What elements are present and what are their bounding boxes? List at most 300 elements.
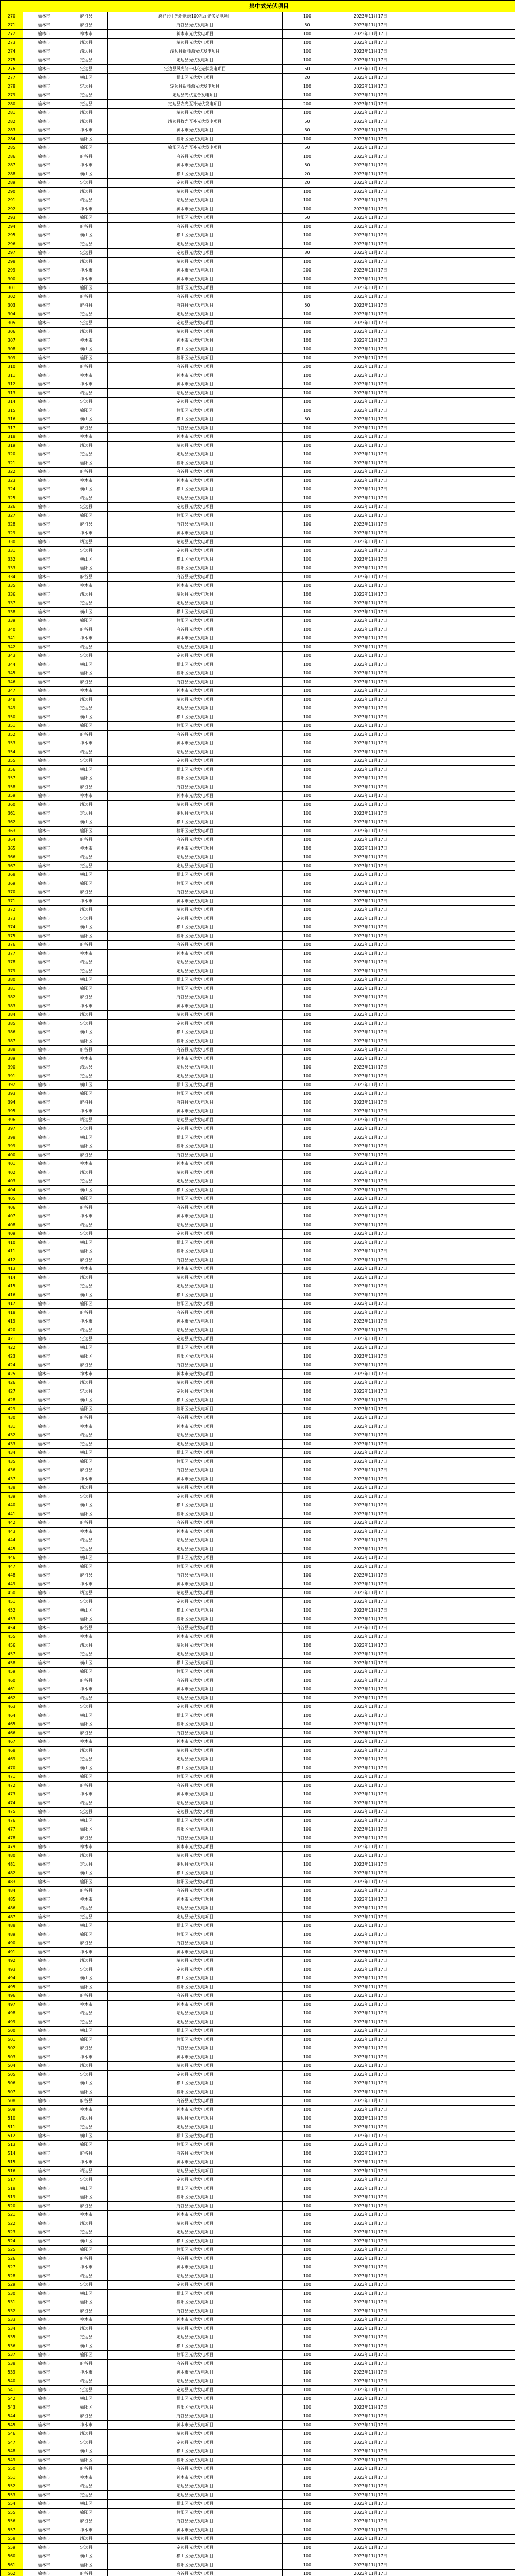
row-note-b (445, 1344, 479, 1352)
row-index: 326 (1, 503, 23, 512)
row-city: 榆林市 (23, 1002, 65, 1011)
row-city: 榆林市 (23, 170, 65, 179)
row-note-c (479, 1738, 515, 1747)
row-date: 2023年11月17日 (332, 1528, 409, 1536)
row-note-c (479, 39, 515, 47)
row-project-name: 神木市光伏发电项目 (108, 433, 283, 442)
row-note-a (409, 985, 445, 993)
row-county: 靖边县 (65, 1536, 108, 1545)
table-row (1, 2517, 515, 2526)
row-note-b (445, 293, 479, 301)
row-note-a (409, 1484, 445, 1493)
row-note-a (409, 117, 445, 126)
row-date: 2023年11月17日 (332, 2001, 409, 2009)
row-capacity: 100 (283, 617, 332, 625)
row-city: 榆林市 (23, 266, 65, 275)
row-capacity: 100 (283, 485, 332, 494)
row-note-a (409, 1256, 445, 1265)
row-note-a (409, 188, 445, 196)
row-note-a (409, 30, 445, 39)
row-note-a (409, 932, 445, 941)
row-capacity: 100 (283, 1090, 332, 1098)
row-note-c (479, 958, 515, 967)
row-city: 榆林市 (23, 801, 65, 809)
row-note-a (409, 2027, 445, 2036)
row-county: 府谷县 (65, 783, 108, 792)
row-note-c (479, 1563, 515, 1571)
row-date: 2023年11月17日 (332, 1344, 409, 1352)
table-row (1, 722, 515, 731)
row-note-b (445, 2158, 479, 2167)
row-index: 278 (1, 82, 23, 91)
row-date: 2023年11月17日 (332, 950, 409, 958)
table-row (1, 1957, 515, 1965)
row-note-c (479, 450, 515, 459)
row-index: 412 (1, 1256, 23, 1265)
row-capacity: 100 (283, 1063, 332, 1072)
row-capacity: 100 (283, 1186, 332, 1195)
row-date: 2023年11月17日 (332, 1755, 409, 1764)
row-index: 299 (1, 266, 23, 275)
row-note-b (445, 2298, 479, 2307)
row-city: 榆林市 (23, 1747, 65, 1755)
row-note-c (479, 1055, 515, 1063)
row-capacity: 100 (283, 2202, 332, 2211)
row-note-c (479, 1720, 515, 1729)
row-county: 横山区 (65, 1501, 108, 1510)
table-row (1, 1063, 515, 1072)
row-index: 453 (1, 1615, 23, 1624)
row-index: 310 (1, 363, 23, 371)
row-county: 榆阳区 (65, 1405, 108, 1414)
row-city: 榆林市 (23, 1501, 65, 1510)
row-index: 440 (1, 1501, 23, 1510)
row-capacity: 100 (283, 897, 332, 906)
row-date: 2023年11月17日 (332, 2491, 409, 2500)
row-note-c (479, 109, 515, 117)
row-city: 榆林市 (23, 328, 65, 336)
row-date: 2023年11月17日 (332, 109, 409, 117)
row-city: 榆林市 (23, 1379, 65, 1387)
row-note-a (409, 380, 445, 389)
row-note-a (409, 599, 445, 608)
table-row (1, 1352, 515, 1361)
row-capacity: 100 (283, 520, 332, 529)
row-project-name: 横山区光伏发电项目 (108, 2447, 283, 2456)
row-county: 府谷县 (65, 2517, 108, 2526)
row-project-name: 横山区光伏发电项目 (108, 608, 283, 617)
row-city: 榆林市 (23, 932, 65, 941)
row-note-b (445, 39, 479, 47)
row-date: 2023年11月17日 (332, 1405, 409, 1414)
row-capacity: 100 (283, 2456, 332, 2465)
row-capacity: 100 (283, 827, 332, 836)
table-row (1, 573, 515, 582)
row-date: 2023年11月17日 (332, 1799, 409, 1808)
row-note-a (409, 2202, 445, 2211)
row-index: 407 (1, 1212, 23, 1221)
row-project-name: 府谷县光伏发电项目 (108, 1309, 283, 1317)
row-capacity: 100 (283, 1230, 332, 1239)
row-county: 定边县 (65, 1125, 108, 1133)
row-date: 2023年11月17日 (332, 696, 409, 704)
row-note-a (409, 2386, 445, 2395)
row-note-c (479, 2071, 515, 2079)
row-note-c (479, 2465, 515, 2473)
row-capacity: 100 (283, 293, 332, 301)
row-note-b (445, 844, 479, 853)
row-note-b (445, 1957, 479, 1965)
row-city: 榆林市 (23, 1081, 65, 1090)
row-index: 423 (1, 1352, 23, 1361)
row-project-name: 神木市光伏发电项目 (108, 844, 283, 853)
row-date: 2023年11月17日 (332, 179, 409, 188)
table-row (1, 1326, 515, 1335)
row-county: 靖边县 (65, 1431, 108, 1440)
row-city: 榆林市 (23, 582, 65, 590)
row-project-name: 横山区光伏发电项目 (108, 1133, 283, 1142)
row-index: 274 (1, 47, 23, 56)
row-capacity: 100 (283, 1125, 332, 1133)
row-index: 452 (1, 1606, 23, 1615)
row-index: 384 (1, 1011, 23, 1020)
row-date: 2023年11月17日 (332, 1711, 409, 1720)
row-county: 榆阳区 (65, 214, 108, 223)
row-project-name: 榆阳区光伏发电项目 (108, 459, 283, 468)
row-city: 榆林市 (23, 258, 65, 266)
row-note-a (409, 713, 445, 722)
row-note-a (409, 1011, 445, 1020)
row-index: 486 (1, 1904, 23, 1913)
row-note-b (445, 354, 479, 363)
row-project-name: 横山区光伏发电项目 (108, 2342, 283, 2351)
row-county: 神木市 (65, 2001, 108, 2009)
row-project-name: 府谷县光伏发电项目 (108, 1939, 283, 1948)
row-city: 榆林市 (23, 2368, 65, 2377)
row-date: 2023年11月17日 (332, 161, 409, 170)
table-row (1, 2377, 515, 2386)
row-county: 府谷县 (65, 1782, 108, 1790)
row-city: 榆林市 (23, 1142, 65, 1151)
row-note-c (479, 590, 515, 599)
row-note-a (409, 722, 445, 731)
row-city: 榆林市 (23, 1922, 65, 1930)
row-date: 2023年11月17日 (332, 2482, 409, 2491)
row-note-a (409, 1396, 445, 1405)
row-note-a (409, 1983, 445, 1992)
row-note-c (479, 301, 515, 310)
row-project-name: 神木市光伏发电项目 (108, 1685, 283, 1694)
row-date: 2023年11月17日 (332, 1274, 409, 1282)
table-row (1, 2263, 515, 2272)
row-date: 2023年11月17日 (332, 2473, 409, 2482)
row-index: 291 (1, 196, 23, 205)
row-capacity: 100 (283, 844, 332, 853)
row-date: 2023年11月17日 (332, 39, 409, 47)
row-note-a (409, 1895, 445, 1904)
row-note-c (479, 223, 515, 231)
row-note-a (409, 354, 445, 363)
row-city: 榆林市 (23, 2491, 65, 2500)
table-row (1, 660, 515, 669)
row-index: 443 (1, 1528, 23, 1536)
row-date: 2023年11月17日 (332, 836, 409, 844)
row-note-c (479, 1747, 515, 1755)
row-county: 府谷县 (65, 2044, 108, 2053)
row-index: 341 (1, 634, 23, 643)
row-date: 2023年11月17日 (332, 801, 409, 809)
table-row (1, 1037, 515, 1046)
row-project-name: 靖边县光伏发电项目 (108, 2114, 283, 2123)
row-capacity: 100 (283, 1274, 332, 1282)
row-city: 榆林市 (23, 1326, 65, 1335)
row-date: 2023年11月17日 (332, 433, 409, 442)
row-capacity: 100 (283, 958, 332, 967)
row-note-b (445, 1825, 479, 1834)
row-note-a (409, 512, 445, 520)
row-note-c (479, 1431, 515, 1440)
row-date: 2023年11月17日 (332, 406, 409, 415)
row-note-c (479, 967, 515, 976)
row-note-b (445, 1545, 479, 1554)
row-capacity: 100 (283, 2307, 332, 2316)
row-project-name: 靖边县光伏发电项目 (108, 1641, 283, 1650)
row-index: 280 (1, 100, 23, 109)
row-date: 2023年11月17日 (332, 1422, 409, 1431)
row-note-b (445, 1720, 479, 1729)
row-city: 榆林市 (23, 1782, 65, 1790)
row-city: 榆林市 (23, 1493, 65, 1501)
row-note-c (479, 1939, 515, 1948)
row-capacity: 50 (283, 144, 332, 152)
row-index: 386 (1, 1028, 23, 1037)
row-city: 榆林市 (23, 2473, 65, 2482)
row-note-c (479, 1930, 515, 1939)
row-note-c (479, 2386, 515, 2395)
row-county: 府谷县 (65, 1887, 108, 1895)
row-note-a (409, 967, 445, 976)
row-capacity: 100 (283, 2071, 332, 2079)
row-note-a (409, 547, 445, 555)
row-index: 479 (1, 1843, 23, 1852)
row-note-b (445, 1589, 479, 1598)
row-project-name: 榆阳区农光互补光伏发电项目 (108, 144, 283, 152)
row-note-c (479, 275, 515, 284)
row-project-name: 靖边县光伏发电项目 (108, 196, 283, 205)
row-county: 定边县 (65, 240, 108, 249)
row-project-name: 定边县光伏发电项目 (108, 652, 283, 660)
row-index: 490 (1, 1939, 23, 1948)
row-note-b (445, 678, 479, 687)
row-note-c (479, 2412, 515, 2421)
row-capacity: 100 (283, 836, 332, 844)
row-note-c (479, 1834, 515, 1843)
row-project-name: 神木市光伏发电项目 (108, 1055, 283, 1063)
row-date: 2023年11月17日 (332, 1834, 409, 1843)
row-note-c (479, 2351, 515, 2360)
row-project-name: 横山区光伏发电项目 (108, 1344, 283, 1352)
row-note-a (409, 669, 445, 678)
row-note-b (445, 783, 479, 792)
row-project-name: 府谷县光伏发电项目 (108, 2360, 283, 2368)
row-city: 榆林市 (23, 223, 65, 231)
row-note-c (479, 231, 515, 240)
row-note-b (445, 1168, 479, 1177)
row-capacity: 200 (283, 363, 332, 371)
row-city: 榆林市 (23, 1598, 65, 1606)
row-capacity: 100 (283, 1028, 332, 1037)
row-capacity: 100 (283, 1458, 332, 1466)
row-date: 2023年11月17日 (332, 2395, 409, 2403)
row-date: 2023年11月17日 (332, 21, 409, 30)
row-index: 370 (1, 888, 23, 897)
table-row (1, 1405, 515, 1414)
row-date: 2023年11月17日 (332, 1922, 409, 1930)
row-index: 312 (1, 380, 23, 389)
row-project-name: 定边县光伏发电项目 (108, 249, 283, 258)
row-county: 定边县 (65, 2228, 108, 2237)
row-county: 靖边县 (65, 1379, 108, 1387)
row-capacity: 100 (283, 2237, 332, 2246)
row-city: 榆林市 (23, 1554, 65, 1563)
row-note-b (445, 240, 479, 249)
row-capacity: 100 (283, 2088, 332, 2097)
row-city: 榆林市 (23, 2036, 65, 2044)
row-note-a (409, 126, 445, 135)
row-city: 榆林市 (23, 1317, 65, 1326)
row-city: 榆林市 (23, 2053, 65, 2062)
row-index: 468 (1, 1747, 23, 1755)
row-date: 2023年11月17日 (332, 660, 409, 669)
row-note-c (479, 625, 515, 634)
row-project-name: 定边县光伏发电项目 (108, 2544, 283, 2552)
row-index: 451 (1, 1598, 23, 1606)
row-index: 332 (1, 555, 23, 564)
row-county: 靖边县 (65, 2535, 108, 2544)
row-note-b (445, 1563, 479, 1571)
row-index: 492 (1, 1957, 23, 1965)
row-city: 榆林市 (23, 774, 65, 783)
row-date: 2023年11月17日 (332, 100, 409, 109)
row-note-a (409, 2473, 445, 2482)
row-city: 榆林市 (23, 2342, 65, 2351)
row-date: 2023年11月17日 (332, 1589, 409, 1598)
row-county: 横山区 (65, 1974, 108, 1983)
row-project-name: 定边县光伏发电项目 (108, 1125, 283, 1133)
row-city: 榆林市 (23, 1528, 65, 1536)
row-county: 榆阳区 (65, 1668, 108, 1676)
row-city: 榆林市 (23, 1606, 65, 1615)
row-index: 507 (1, 2088, 23, 2097)
row-note-b (445, 56, 479, 65)
row-note-a (409, 555, 445, 564)
table-row (1, 284, 515, 293)
row-date: 2023年11月17日 (332, 941, 409, 950)
row-project-name: 定边县光伏发电项目 (108, 1282, 283, 1291)
row-project-name: 横山区光伏发电项目 (108, 1449, 283, 1458)
table-row (1, 1624, 515, 1633)
row-note-a (409, 844, 445, 853)
row-date: 2023年11月17日 (332, 2062, 409, 2071)
row-date: 2023年11月17日 (332, 2526, 409, 2535)
row-capacity: 100 (283, 1817, 332, 1825)
row-city: 榆林市 (23, 2316, 65, 2325)
row-city: 榆林市 (23, 91, 65, 100)
row-note-b (445, 2500, 479, 2509)
row-note-b (445, 2219, 479, 2228)
row-note-b (445, 424, 479, 433)
row-note-b (445, 477, 479, 485)
row-note-c (479, 1072, 515, 1081)
row-note-c (479, 985, 515, 993)
row-note-b (445, 836, 479, 844)
table-row (1, 1274, 515, 1282)
row-note-b (445, 1291, 479, 1300)
row-project-name: 横山区光伏发电项目 (108, 1922, 283, 1930)
row-capacity: 100 (283, 1869, 332, 1878)
row-note-b (445, 2342, 479, 2351)
row-project-name: 府谷县光伏发电项目 (108, 941, 283, 950)
row-note-c (479, 783, 515, 792)
row-city: 榆林市 (23, 1291, 65, 1300)
row-capacity: 100 (283, 1309, 332, 1317)
row-note-a (409, 2298, 445, 2307)
row-project-name: 府谷县光伏发电项目 (108, 152, 283, 161)
row-project-name: 横山区光伏发电项目 (108, 871, 283, 879)
row-capacity: 100 (283, 678, 332, 687)
table-row (1, 1072, 515, 1081)
row-project-name: 神木市光伏发电项目 (108, 2473, 283, 2482)
row-note-a (409, 1090, 445, 1098)
row-city: 榆林市 (23, 249, 65, 258)
row-project-name: 神木市光伏发电项目 (108, 2106, 283, 2114)
row-note-b (445, 1133, 479, 1142)
row-note-b (445, 731, 479, 739)
row-note-c (479, 1510, 515, 1519)
row-city: 榆林市 (23, 1160, 65, 1168)
row-project-name: 榆阳区光伏发电项目 (108, 879, 283, 888)
row-capacity: 100 (283, 1046, 332, 1055)
row-county: 府谷县 (65, 2255, 108, 2263)
row-note-a (409, 152, 445, 161)
table-row (1, 1431, 515, 1440)
row-project-name: 神木市光伏发电项目 (108, 1528, 283, 1536)
row-project-name: 靖边县光伏发电项目 (108, 1904, 283, 1913)
row-city: 榆林市 (23, 1764, 65, 1773)
row-index: 327 (1, 512, 23, 520)
row-index: 554 (1, 2500, 23, 2509)
row-note-b (445, 2027, 479, 2036)
row-index: 374 (1, 923, 23, 932)
row-capacity: 100 (283, 2079, 332, 2088)
row-note-b (445, 2325, 479, 2333)
row-note-a (409, 1282, 445, 1291)
row-county: 府谷县 (65, 1729, 108, 1738)
row-project-name: 靖边县牧光互补光伏发电项目 (108, 117, 283, 126)
row-project-name: 靖边县光伏发电项目 (108, 2535, 283, 2544)
row-capacity: 100 (283, 696, 332, 704)
table-row (1, 1720, 515, 1729)
row-note-b (445, 1843, 479, 1852)
row-county: 定边县 (65, 809, 108, 818)
table-row (1, 1221, 515, 1230)
row-note-a (409, 2552, 445, 2561)
row-city: 榆林市 (23, 687, 65, 696)
row-note-b (445, 1475, 479, 1484)
row-capacity: 100 (283, 1300, 332, 1309)
row-note-b (445, 503, 479, 512)
row-index: 540 (1, 2377, 23, 2386)
